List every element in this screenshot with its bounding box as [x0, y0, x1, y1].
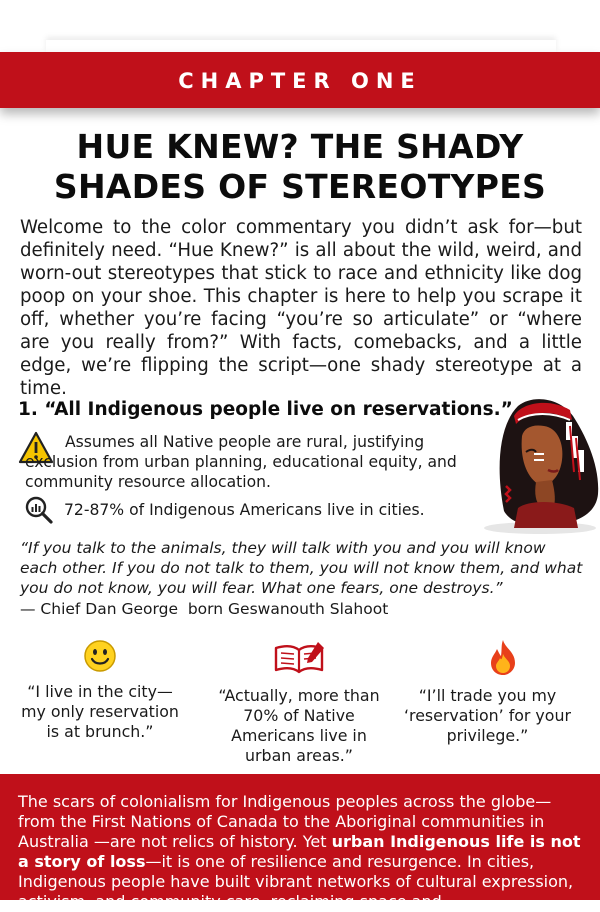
- footer-text-part-2: —it is one of resilience and resurgence. In cities, Indigenous people have built vibrant networks of cultural expression, activism, and community care, reclaiming space and: [18, 852, 574, 911]
- intro-paragraph: Welcome to the color commentary you didn’t ask for—but definitely need. “Hue Knew?” is all about the wild, weird, and worn-out stereotypes that stick to race and ethnicity like dog poop on your shoe. This chapter is here to help you scrape it off, whether you’re facing “you’re so articulate” or “where are you really from?” With facts, comebacks, and a little edge, we’re flipping the script—one shady stereotype at a time.: [20, 217, 582, 399]
- title-line-2: SHADES OF STEREOTYPES: [53, 167, 547, 206]
- footer-paragraph: [18, 792, 583, 912]
- open-book-icon: [272, 640, 326, 676]
- fire-icon: [487, 638, 519, 676]
- fact-text: 72-87% of Indigenous Americans live in cities.: [64, 501, 425, 519]
- footer-section: [0, 774, 600, 911]
- quote-author: — Chief Dan George born Geswanouth Slahoot: [20, 600, 389, 618]
- comeback-3-text: “I’ll trade you my ‘reservation’ for your privilege.”: [404, 686, 571, 745]
- section-heading: 1. “All Indigenous people live on reservations.”: [18, 399, 513, 420]
- chapter-banner: [0, 52, 600, 108]
- smiley-face-icon: [83, 639, 117, 673]
- magnifier-chart-icon: [24, 495, 54, 525]
- page-title: [10, 127, 590, 207]
- chapter-label: CHAPTER ONE: [178, 69, 422, 93]
- indigenous-woman-illustration: [478, 376, 600, 534]
- quote-text: “If you talk to the animals, they will talk with you and you will know each other. If you do not talk to them, you will not know them, and what you do not know, you will fear. What one fears, one destroys.”: [20, 539, 583, 597]
- footer-text-bold: urban Indigenous life is not a story of loss: [18, 832, 581, 871]
- title-line-1: HUE KNEW? THE SHADY: [76, 127, 524, 166]
- footer-text-part-1: The scars of colonialism for Indigenous peoples across the globe—from the First Nations of Canada to the Aboriginal communities in Australia —are not relics of history. Yet: [18, 792, 552, 851]
- comeback-1-text: “I live in the city—my only reservation is at brunch.”: [21, 682, 179, 741]
- warning-text: Assumes all Native people are rural, justifying exclusion from urban planning, educational equity, and community resource allocation.: [25, 433, 457, 491]
- comeback-2-text: “Actually, more than 70% of Native Americans live in urban areas.”: [218, 686, 380, 765]
